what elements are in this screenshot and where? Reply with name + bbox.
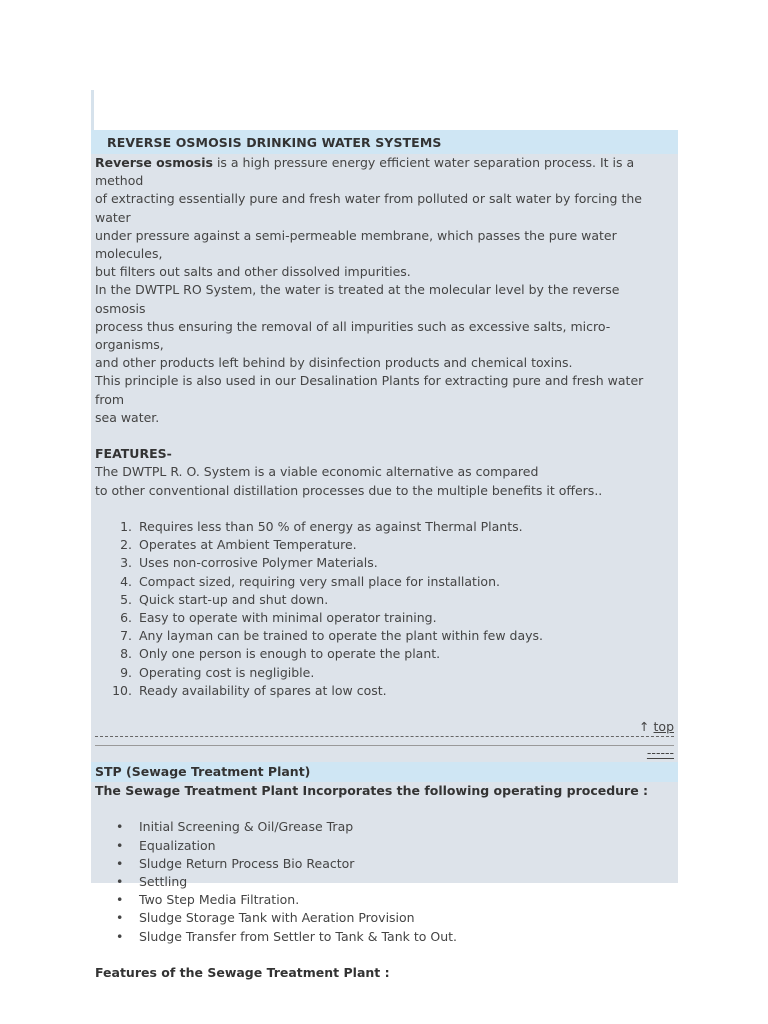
left-rule [91,90,94,130]
list-item: 8. Only one person is enough to operate the plant. [120,646,441,662]
stp-description [91,782,678,818]
features-heading: FEATURES- [95,446,172,462]
spacer [95,800,664,818]
stp-procedure-list [91,818,678,945]
back-to-top [91,718,678,736]
ro-intro-bold: Reverse osmosis [95,155,213,170]
list-item: • Sludge Storage Tank with Aeration Provision [91,909,678,927]
short-dash-link[interactable]: ------ [646,745,674,761]
list-item: 7. Any layman can be trained to operate the plant within few days. [120,628,543,644]
stp-subtitle: The Sewage Treatment Plant Incorporates the following operating procedure : [95,783,649,799]
section-title-ro: REVERSE OSMOSIS DRINKING WATER SYSTEMS [91,130,678,154]
up-arrow-icon: ↑ [639,719,650,735]
bullet-icon: • [116,819,124,835]
list-item: 5. Quick start-up and shut down. [120,591,329,607]
spacer [95,427,664,445]
ro-line-5: process thus ensuring the removal of all impurities such as excessive salts, micro-organisms, [95,318,611,353]
ro-line-2: under pressure against a semi-permeable membrane, which passes the pure water molecules, [95,227,617,262]
stp-features-heading: Features of the Sewage Treatment Plant : [95,964,390,980]
top-link[interactable]: top [653,719,674,735]
ro-line-3: but filters out salts and other dissolved impurities. [95,264,411,280]
spacer [91,946,678,964]
bullet-icon: • [116,874,124,890]
short-link-row [91,746,678,762]
content-panel [91,130,678,980]
list-item: • Initial Screening & Oil/Grease Trap [91,818,678,836]
section-title-stp: STP (Sewage Treatment Plant) [91,762,678,782]
bullet-icon: • [116,910,124,926]
list-item: 2. Operates at Ambient Temperature. [120,537,357,553]
list-item: • Settling [91,873,678,891]
bullet-icon: • [116,928,124,944]
stp-features-block [91,964,678,982]
list-item: 4. Compact sized, requiring very small place for installation. [120,573,500,589]
list-item: 10. Ready availability of spares at low cost. [112,682,387,698]
features-list [91,518,678,700]
list-item: • Two Step Media Filtration. [91,891,678,909]
list-item: 1. Requires less than 50 % of energy as against Thermal Plants. [120,519,523,535]
spacer [91,700,678,718]
bullet-icon: • [116,855,124,871]
list-item: 9. Operating cost is negligible. [120,664,315,680]
ro-line-8: sea water. [95,409,160,425]
ro-line-0: Reverse osmosis is a high pressure energy efficient water separation process. It is a method [95,155,635,189]
list-item: 6. Easy to operate with minimal operator training. [120,609,437,625]
bullet-icon: • [116,837,124,853]
list-item: • Sludge Return Process Bio Reactor [91,855,678,873]
ro-description [91,154,678,518]
dashed-divider [95,736,674,746]
ro-line-4: In the DWTPL RO System, the water is treated at the molecular level by the reverse osmosis [95,282,620,316]
ro-line-1: of extracting essentially pure and fresh water from polluted or salt water by forcing the water [95,191,642,225]
bullet-icon: • [116,892,124,908]
list-item: • Equalization [91,837,678,855]
ro-line-7: This principle is also used in our Desalination Plants for extracting pure and fresh water from [95,373,644,407]
list-item: 3. Uses non-corrosive Polymer Materials. [120,555,378,571]
spacer [95,500,664,518]
list-item: • Sludge Transfer from Settler to Tank & Tank to Out. [91,928,678,946]
features-intro-1: to other conventional distillation processes due to the multiple benefits it offers.. [95,482,603,498]
ro-line-6: and other products left behind by disinfection products and chemical toxins. [95,355,573,371]
features-intro-0: The DWTPL R. O. System is a viable economic alternative as compared [95,464,539,480]
